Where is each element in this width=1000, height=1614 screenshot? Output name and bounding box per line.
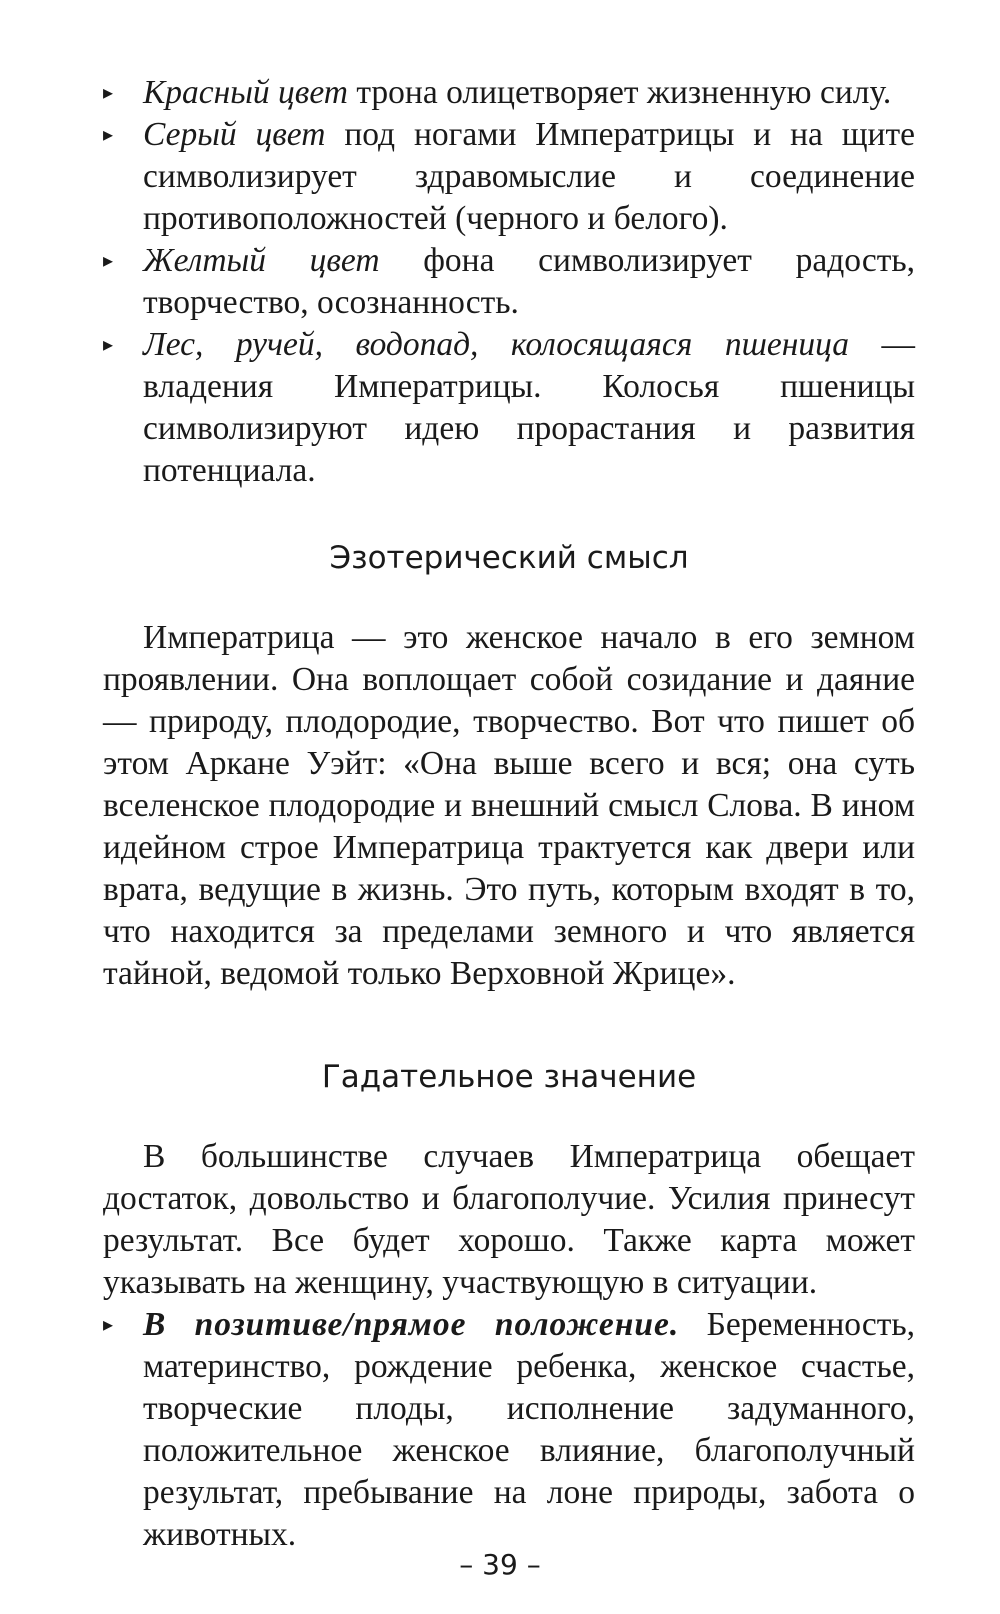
- list-item: [103, 324, 915, 492]
- divination-bullet-list: [103, 1304, 915, 1556]
- bullet-text: трона олицетворяет жизненную силу.: [347, 74, 892, 111]
- bullet-term: Желтый цвет: [143, 242, 380, 279]
- symbol-bullet-list: [103, 72, 915, 492]
- bullet-triangle-icon: ▸: [103, 124, 114, 146]
- bullet-text: Беременность, материнство, рождение ребенка, женское счастье, творческие плоды, исполнение задуманного, положительное женское влияние, благополучный результат, пребывание на лоне природы, забота о животных.: [143, 1306, 915, 1553]
- bullet-term: В позитиве/прямое положение.: [143, 1306, 680, 1343]
- page-number: – 39 –: [459, 1548, 541, 1581]
- list-item: [103, 114, 915, 240]
- section-heading-divination: Гадательное значение: [321, 1059, 697, 1095]
- page-content: [103, 72, 915, 1556]
- divination-paragraph: В большинстве случаев Императрица обещает достаток, довольство и благополучие. Усилия принесут результат. Все будет хорошо. Также карта может указывать на женщину, участвующую в ситуации.: [103, 1138, 915, 1301]
- list-item: [103, 240, 915, 324]
- bullet-triangle-icon: ▸: [103, 82, 114, 104]
- bullet-triangle-icon: ▸: [103, 1314, 114, 1336]
- bullet-triangle-icon: ▸: [103, 334, 114, 356]
- esoteric-paragraph: Императрица — это женское начало в его земном проявлении. Она воплощает собой созидание и даяние — природу, плодородие, творчество. Вот что пишет об этом Аркане Уэйт: «Она выше всего и вся; она суть вселенское плодородие и внешний смысл Слова. В ином идейном строе Императрица трактуется как двери или врата, ведущие в жизнь. Это путь, которым входят в то, что находится за пределами земного и что является тайной, ведомой только Верховной Жрице».: [103, 619, 915, 992]
- bullet-term: Лес, ручей, водопад, колосящаяся пшеница: [143, 326, 850, 363]
- bullet-term: Красный цвет: [143, 74, 348, 111]
- bullet-text: под ногами Императрицы и на щите символизирует здравомыслие и соединение противоположностей (черного и белого).: [143, 116, 915, 237]
- list-item: [103, 1304, 915, 1556]
- section-heading-esoteric: Эзотерический смысл: [329, 540, 689, 576]
- bullet-term: Серый цвет: [143, 116, 326, 153]
- bullet-text: фона символизирует радость, творчество, осознанность.: [143, 242, 915, 321]
- list-item: [103, 72, 915, 114]
- bullet-text: — владения Императрицы. Колосья пшеницы символизируют идею прорастания и развития потенциала.: [143, 326, 916, 489]
- bullet-triangle-icon: ▸: [103, 250, 114, 272]
